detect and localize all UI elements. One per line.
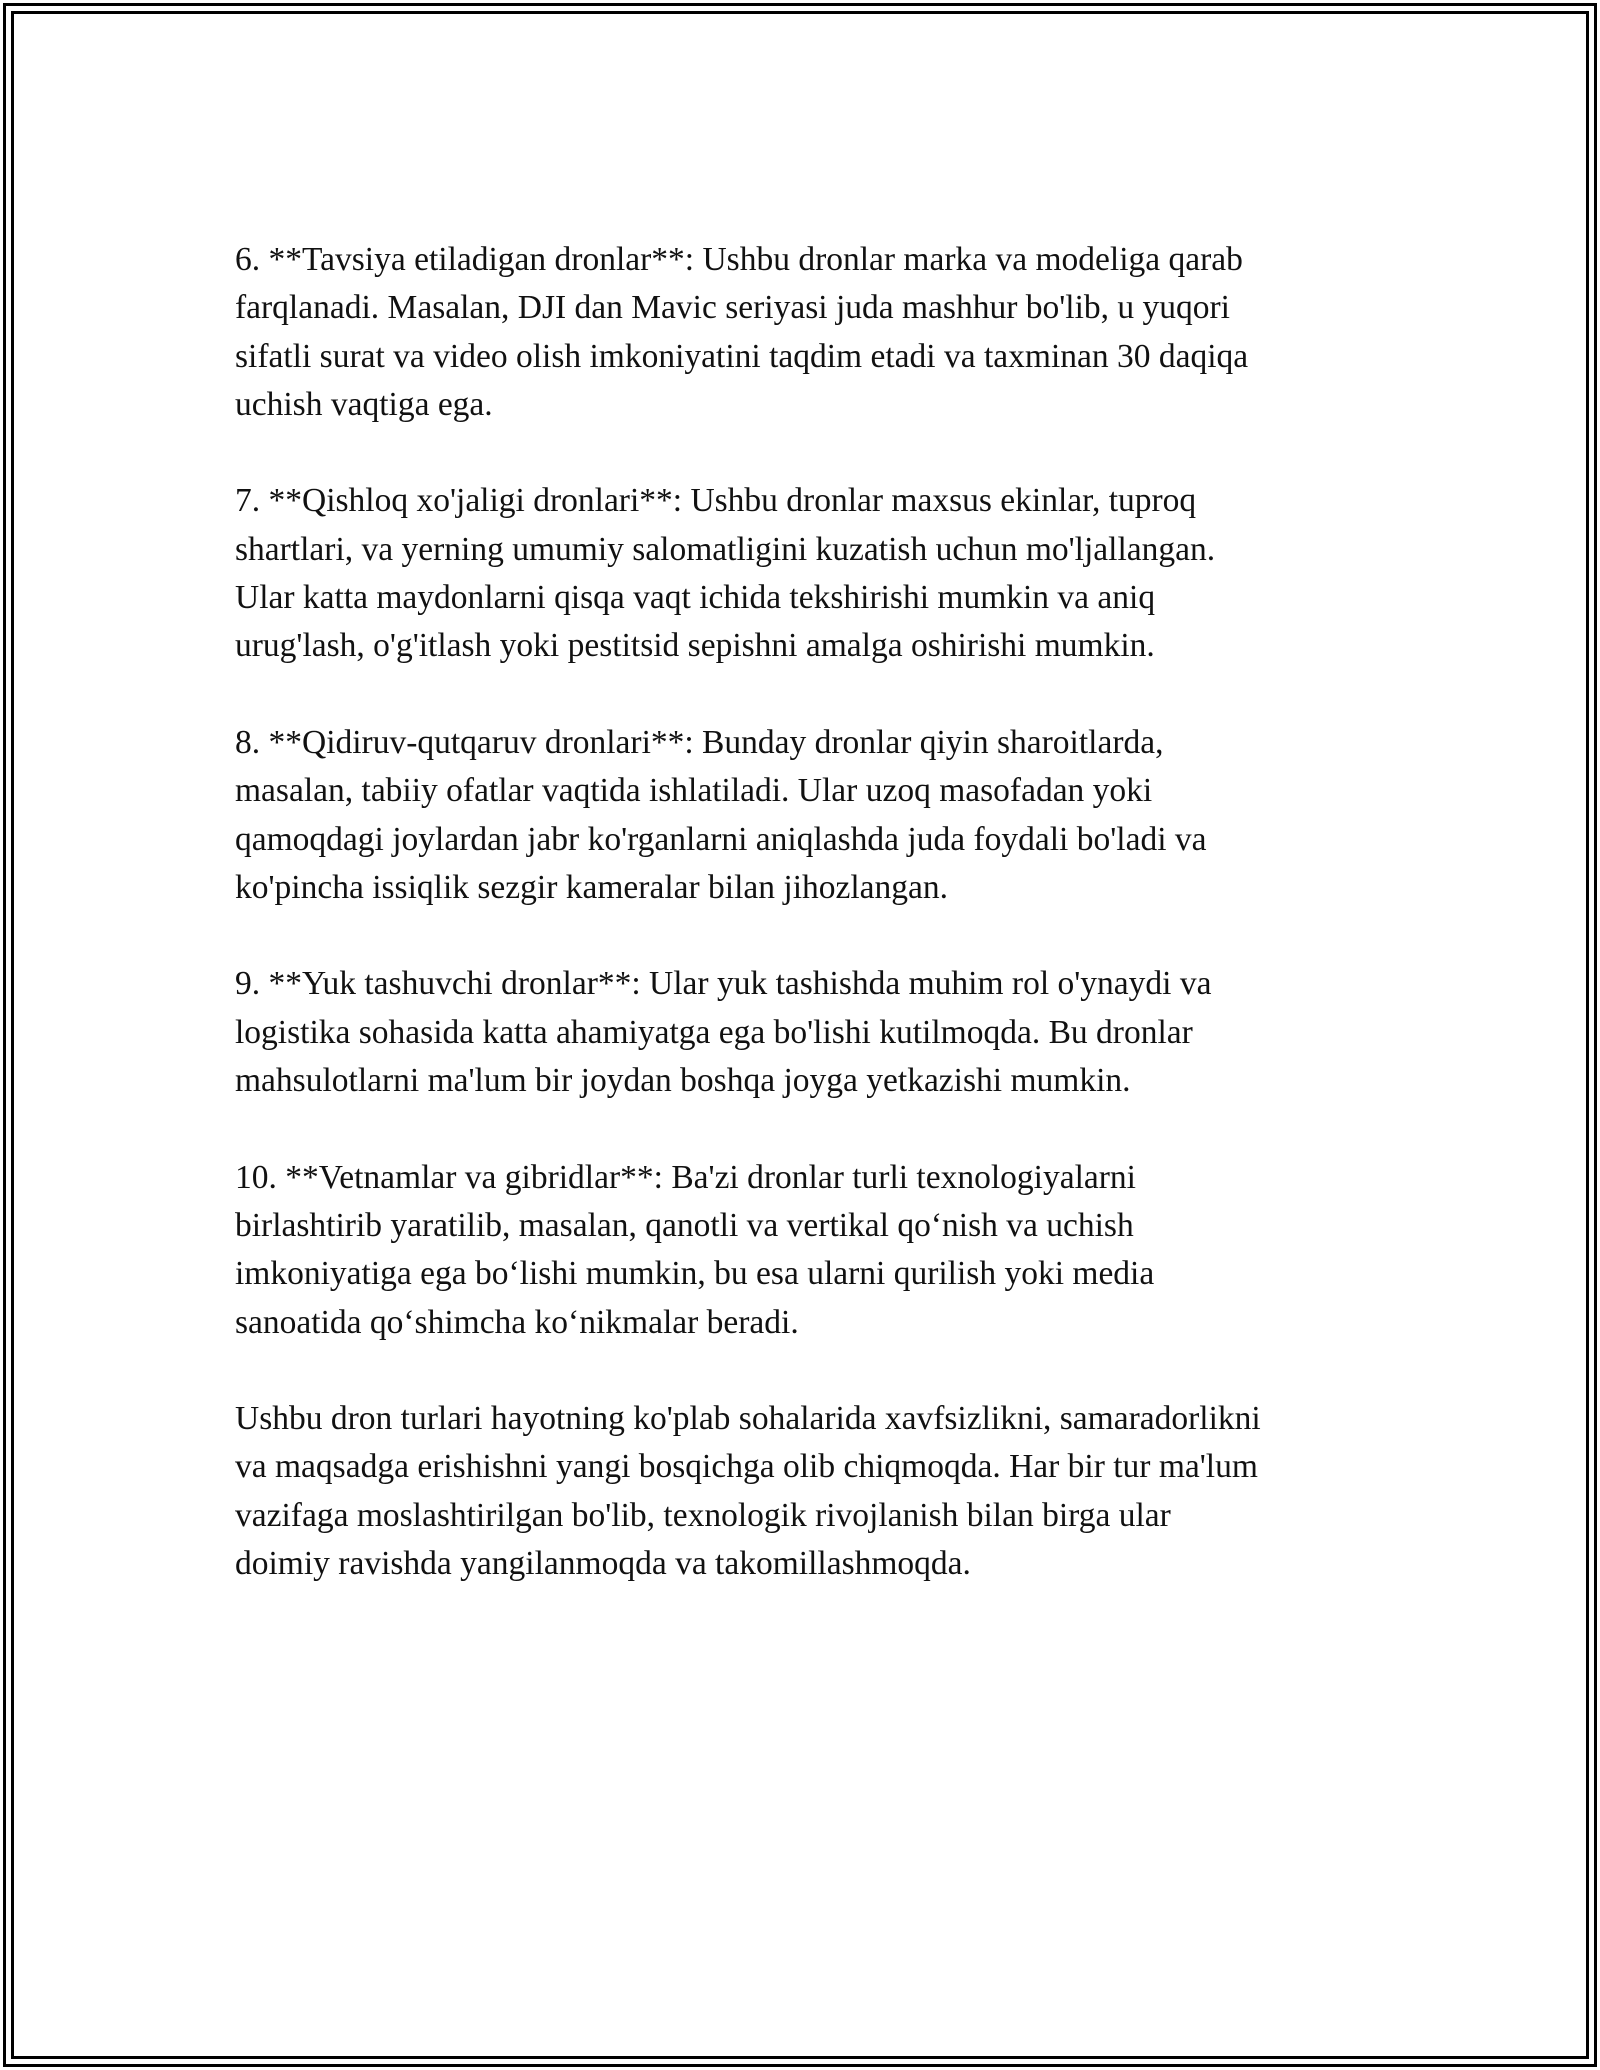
paragraph-item-7: 7. **Qishloq xo'jaligi dronlari**: Ushbu dronlar maxsus ekinlar, tuproq shartlari, va yerning umumiy salomatligini kuzatish uchun mo'ljallangan. Ular katta maydonlarni qisqa vaqt ichida tekshirishi mumkin va aniq urug'lash, o'g'itlash yoki pestitsid sepishni amalga oshirishi mumkin. <box>235 482 1216 665</box>
paragraph-conclusion: Ushbu dron turlari hayotning ko'plab sohalarida xavfsizlikni, samaradorlikni va maqsadga erishishni yangi bosqichga olib chiqmoqda. Har bir tur ma'lum vazifaga moslashtirilgan bo'lib, texnologik rivojlanish bilan birga ular doimiy ravishda yangilanmoqda va takomillashmoqda. <box>235 1400 1261 1583</box>
paragraph-item-9: 9. **Yuk tashuvchi dronlar**: Ular yuk tashishda muhim rol o'ynaydi va logistika sohasida katta ahamiyatga ega bo'lishi kutilmoqda. Bu dronlar mahsulotlarni ma'lum bir joydan boshqa joyga yetkazishi mumkin. <box>235 965 1212 1100</box>
paragraph-item-10: 10. **Vetnamlar va gibridlar**: Ba'zi dronlar turli texnologiyalarni birlashtirib yaratilib, masalan, qanotli va vertikal qo‘nish va uchish imkoniyatiga ega bo‘lishi mumkin, bu esa ularni qurilish yoki media sanoatida qo‘shimcha ko‘nikmalar beradi. <box>235 1158 1155 1341</box>
paragraph-item-6: 6. **Tavsiya etiladigan dronlar**: Ushbu dronlar marka va modeliga qarab farqlanadi. Masalan, DJI dan Mavic seriyasi juda mashhur bo'lib, u yuqori sifatli surat va video olish imkoniyatini taqdim etadi va taxminan 30 daqiqa uchish vaqtiga ega. <box>235 241 1249 423</box>
document-body <box>235 236 1365 1637</box>
paragraph-item-8: 8. **Qidiruv-qutqaruv dronlari**: Bunday dronlar qiyin sharoitlarda, masalan, tabiiy ofatlar vaqtida ishlatiladi. Ular uzoq masofadan yoki qamoqdagi joylardan jabr ko'rganlarni aniqlashda juda foydali bo'ladi va ko'pincha issiqlik sezgir kameralar bilan jihozlangan. <box>235 723 1207 906</box>
